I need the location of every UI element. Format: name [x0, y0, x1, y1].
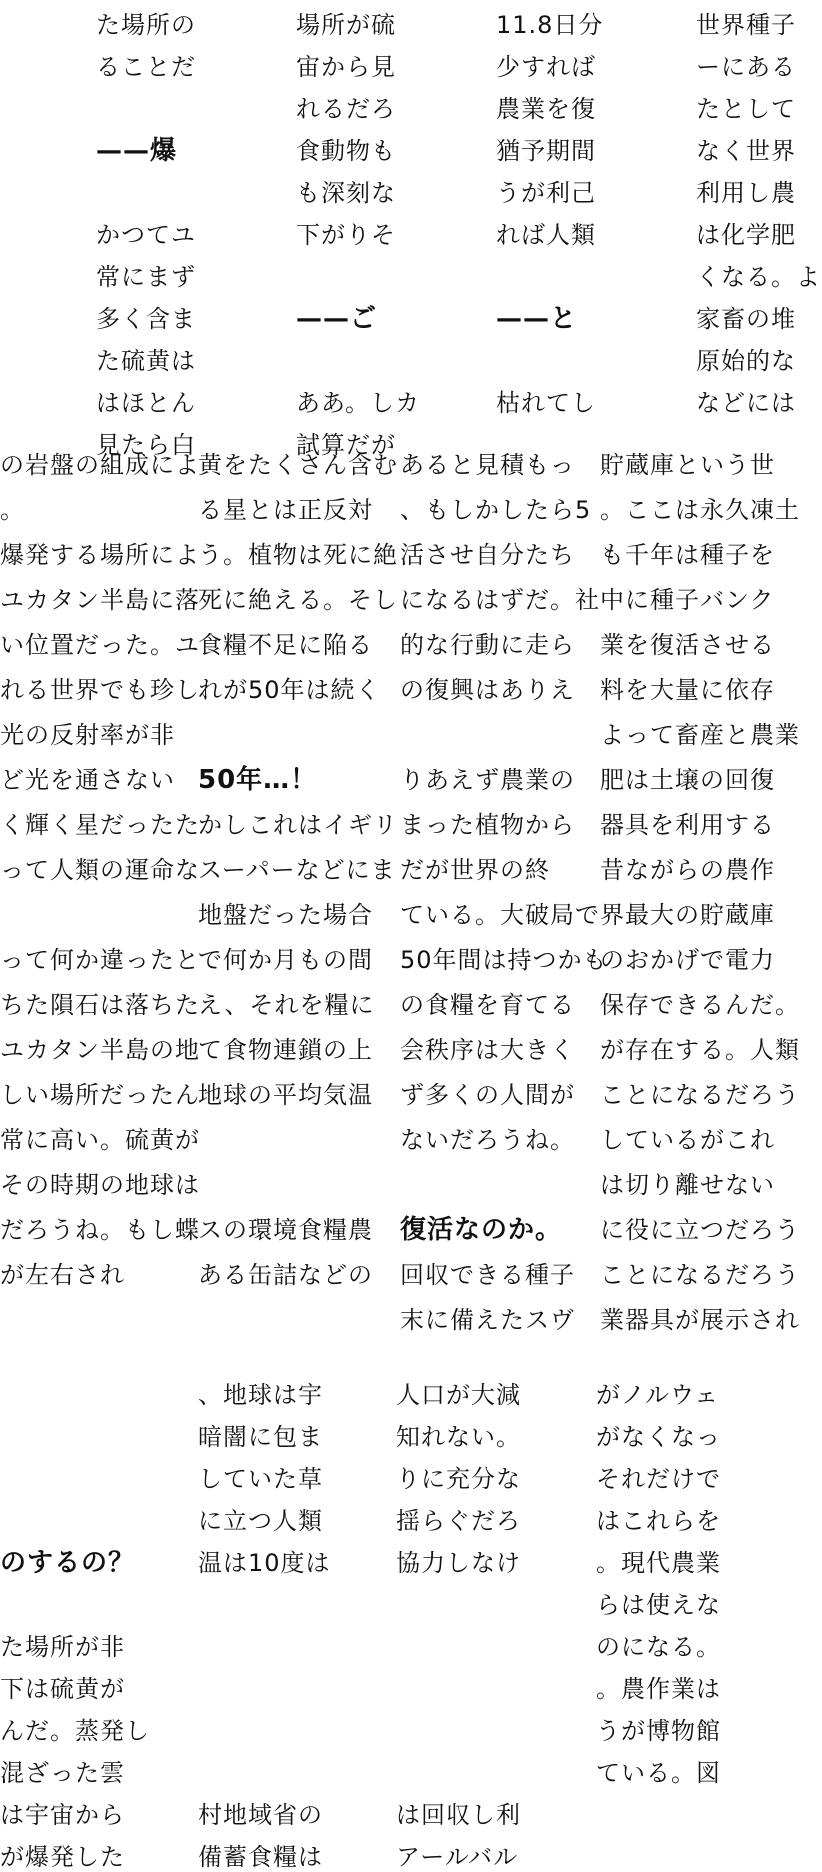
text-line: ある缶詰などの — [198, 1261, 373, 1289]
text-line: 地盤だった場合 — [198, 901, 373, 929]
text-line: 会秩序は大きく — [400, 1036, 575, 1064]
text-line: 知れない。 — [396, 1423, 521, 1451]
text-line: 昔ながらの農作 — [600, 856, 775, 884]
text-line: 光の反射率が非 — [0, 721, 175, 749]
text-line: 少すれば — [496, 53, 596, 81]
text-line: ないだろうね。 — [400, 1126, 575, 1154]
text-line: く輝く星だったた — [0, 811, 200, 839]
text-line: 的な行動に走ら — [400, 631, 575, 659]
text-line: 、地球は宇 — [198, 1381, 323, 1409]
text-line: かしこれはイギリ — [198, 811, 398, 839]
text-line: 食糧不足に陥る — [198, 631, 373, 659]
text-line: 暗闇に包ま — [198, 1423, 323, 1451]
text-line: ——爆 — [96, 136, 178, 166]
text-line: ユカタン半島に落 — [0, 586, 200, 614]
text-line: 下がりそ — [296, 221, 396, 249]
text-line: はこれらを — [596, 1507, 721, 1535]
top-column-4 — [696, 0, 821, 460]
text-line: りに充分な — [396, 1465, 521, 1493]
text-line: その時期の地球は — [0, 1171, 200, 1199]
text-line: 利用し農 — [696, 179, 796, 207]
text-line: 宙から見 — [296, 53, 396, 81]
text-line: って何か違ったと — [0, 946, 200, 974]
text-line: 揺らぐだろ — [396, 1507, 521, 1535]
text-line: 原始的な — [696, 347, 796, 375]
text-line: 業器具が展示され — [600, 1306, 800, 1334]
text-line: 常に高い。硫黄が — [0, 1126, 200, 1154]
middle-column-4 — [600, 450, 800, 1400]
text-line: スーパーなどにま — [198, 856, 396, 884]
text-line: 下は硫黄が — [0, 1675, 125, 1703]
text-line: がノルウェ — [596, 1381, 720, 1409]
text-line: なく世界 — [696, 137, 796, 165]
text-line: れるだろ — [296, 95, 396, 123]
text-line: が左右され — [0, 1261, 125, 1289]
text-line: た場所の — [96, 11, 196, 39]
text-line: 末に備えたスヴ — [400, 1306, 575, 1334]
text-line: 協力しなけ — [396, 1549, 521, 1577]
text-line: ——と — [496, 304, 578, 334]
text-line: 、もしかしたら5 — [400, 496, 592, 524]
text-line: ——ご — [296, 304, 378, 334]
text-line: ている。大破局で — [400, 901, 600, 929]
text-line: 備蓄食糧は — [198, 1843, 323, 1871]
text-line: かつてユ — [96, 221, 196, 249]
text-line: 地球の平均気温 — [198, 1081, 373, 1109]
text-line: あると見積もっ — [400, 451, 575, 479]
text-line: しているがこれ — [600, 1126, 775, 1154]
top-column-2 — [296, 0, 421, 459]
text-line: 肥は土壌の回復 — [600, 766, 775, 794]
text-line: だろうね。もし蝶 — [0, 1216, 200, 1244]
text-line: 人口が大減 — [396, 1381, 521, 1409]
text-line: 農業を復 — [496, 95, 596, 123]
text-line: 見たら白 — [96, 431, 196, 459]
text-line: の食糧を育てる — [400, 991, 575, 1019]
text-line: 多く含ま — [96, 305, 196, 333]
text-line: が爆発した — [0, 1843, 125, 1871]
text-line: れが50年は続く — [198, 676, 381, 704]
text-line: れる世界でも珍し — [0, 676, 200, 704]
middle-column-1 — [0, 450, 202, 1390]
text-line: た硫黄は — [96, 347, 196, 375]
text-line: りあえず農業の — [400, 766, 575, 794]
text-line: スの環境食糧農 — [198, 1216, 373, 1244]
top-column-3 — [496, 0, 604, 460]
bottom-column-4 — [596, 1370, 736, 1830]
text-line: た場所が非 — [0, 1633, 125, 1661]
text-line: は切り離せない — [600, 1171, 775, 1199]
text-line: に役に立つだろう — [600, 1216, 800, 1244]
text-line: ず多くの人間が — [400, 1081, 575, 1109]
text-line: 。 — [0, 496, 25, 524]
text-line: んだ。蒸発し — [0, 1717, 150, 1745]
text-line: ユカタン半島の地 — [0, 1036, 200, 1064]
text-line: などには — [696, 389, 796, 417]
text-line: の復興はありえ — [400, 676, 575, 704]
text-line: の岩盤の組成によ — [0, 451, 200, 479]
text-line: ことになるだろう — [600, 1261, 800, 1289]
text-line: 。農作業は — [596, 1675, 721, 1703]
text-line: は宇宙から — [0, 1801, 125, 1829]
text-line: ている。図 — [596, 1759, 721, 1787]
text-line: のおかげで電力 — [600, 946, 775, 974]
text-line: 温は10度は — [198, 1549, 331, 1577]
text-line: は化学肥 — [696, 221, 796, 249]
text-line: 復活なのか。 — [400, 1215, 563, 1245]
text-line: それだけで — [596, 1465, 721, 1493]
text-line: れば人類 — [496, 221, 596, 249]
text-line: 料を大量に依存 — [600, 676, 775, 704]
text-line: 。ここは永久凍土 — [600, 496, 800, 524]
text-line: 中に種子バンク — [600, 586, 775, 614]
text-line: くなる。よ — [696, 263, 821, 291]
text-line: 世界種子 — [696, 11, 796, 39]
text-line: のするの？ — [0, 1548, 136, 1578]
text-line: 爆発する場所によ — [0, 541, 200, 569]
text-line: 界最大の貯蔵庫 — [600, 901, 775, 929]
text-line: で何か月もの間 — [198, 946, 373, 974]
text-line: ああ。しカ — [296, 389, 421, 417]
text-line: え、それを糧に — [198, 991, 375, 1019]
text-line: 猶予期間 — [496, 137, 596, 165]
text-line: 貯蔵庫という世 — [600, 451, 775, 479]
text-line: 活させ自分たち — [400, 541, 575, 569]
text-line: い位置だった。ユ — [0, 631, 200, 659]
text-line: 11.8日分 — [496, 11, 604, 39]
top-column-1 — [96, 0, 200, 460]
text-line: ーにある — [696, 53, 796, 81]
bottom-column-3 — [396, 1370, 536, 1871]
text-line: まった植物から — [400, 811, 575, 839]
middle-column-2 — [198, 450, 400, 1360]
text-line: 黄をたくさん含む — [198, 451, 398, 479]
text-line: ちた隕石は落ちた — [0, 991, 200, 1019]
text-line: 業を復活させる — [600, 631, 775, 659]
text-line: 保存できるんだ。 — [600, 991, 800, 1019]
text-line: だが世界の終 — [400, 856, 550, 884]
text-line: していた草 — [198, 1465, 323, 1493]
text-line: 50年…！ — [198, 765, 318, 795]
bottom-column-2 — [198, 1370, 338, 1871]
text-line: 50年間は持つかも — [400, 946, 608, 974]
text-line: がなくなっ — [596, 1423, 721, 1451]
text-line: ることだ — [96, 53, 196, 81]
text-line: は回収し利 — [396, 1801, 521, 1829]
text-line: う。植物は死に絶 — [198, 541, 398, 569]
text-line: 場所が硫 — [296, 11, 396, 39]
text-line: はほとん — [96, 389, 196, 417]
text-line: たとして — [696, 95, 796, 123]
text-line: 。現代農業 — [596, 1549, 721, 1577]
middle-column-3 — [400, 450, 608, 1360]
text-line: に立つ人類 — [198, 1507, 323, 1535]
text-line: アールバル — [396, 1843, 519, 1871]
text-line: ことになるだろう — [600, 1081, 800, 1109]
text-line: 食動物も — [296, 137, 396, 165]
text-line: ど光を通さない — [0, 766, 175, 794]
text-line: る星とは正反対 — [198, 496, 373, 524]
text-line: しい場所だったん — [0, 1081, 200, 1109]
text-line: も深刻な — [296, 179, 396, 207]
text-line: 枯れてし — [496, 389, 596, 417]
text-line: が存在する。人類 — [600, 1036, 800, 1064]
text-line: 試算だが — [296, 431, 396, 459]
text-line: うが利己 — [496, 179, 596, 207]
text-line: うが博物館 — [596, 1717, 721, 1745]
text-line: て食物連鎖の上 — [198, 1036, 373, 1064]
text-line: 家畜の堆 — [696, 305, 796, 333]
text-line: 混ざった雲 — [0, 1759, 125, 1787]
text-line: よって畜産と農業 — [600, 721, 800, 749]
text-line: 死に絶える。そし — [198, 586, 398, 614]
text-line: のになる。 — [596, 1633, 721, 1661]
text-line: になるはずだ。社 — [400, 586, 600, 614]
text-line: 村地域省の — [198, 1801, 323, 1829]
bottom-column-1 — [0, 1370, 150, 1871]
text-line: 回収できる種子 — [400, 1261, 575, 1289]
text-line: らは使えな — [596, 1591, 721, 1619]
text-line: って人類の運命な — [0, 856, 200, 884]
text-line: 器具を利用する — [600, 811, 775, 839]
text-line: 常にまず — [96, 263, 196, 291]
text-line: も千年は種子を — [600, 541, 775, 569]
